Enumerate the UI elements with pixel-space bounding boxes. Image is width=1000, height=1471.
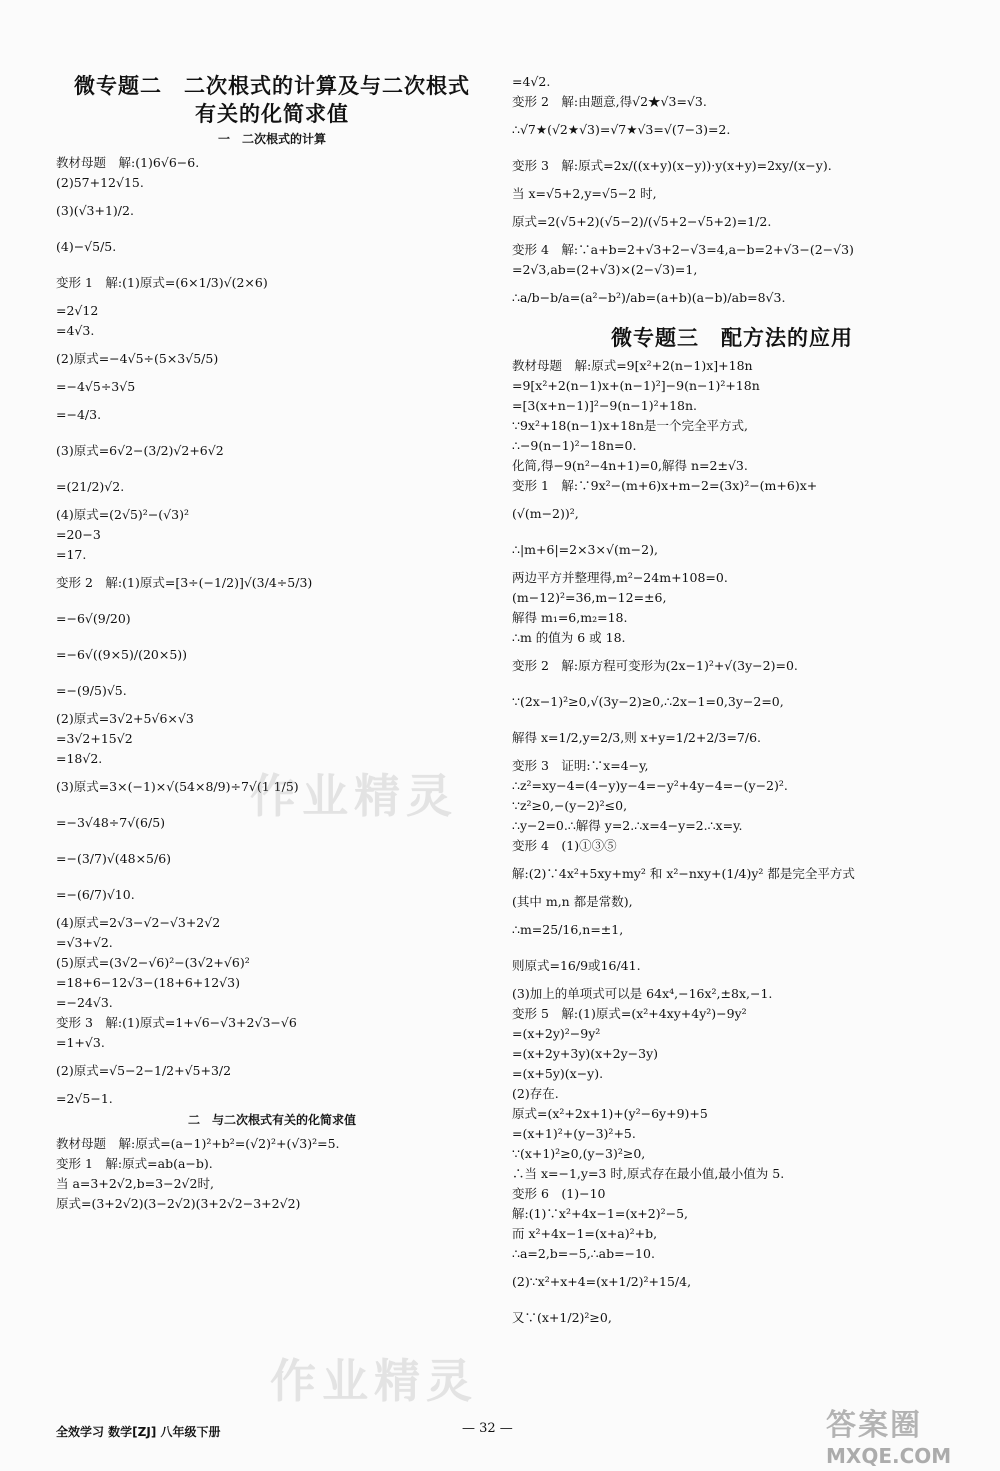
solution-line: 变形 4 (1)①③⑤: [512, 838, 617, 853]
solution-line: 而 x²+4x−1=(x+a)²+b,: [512, 1226, 658, 1241]
solution-line: =−(6/7)√10.: [56, 887, 135, 902]
solution-line: 解得 x=1/2,y=2/3,则 x+y=1/2+2/3=7/6.: [512, 730, 762, 745]
solution-line: =(x+5y)(x−y).: [512, 1066, 604, 1081]
solution-line: ∴m 的值为 6 或 18.: [512, 630, 626, 645]
solution-line: =4√3.: [56, 323, 95, 338]
logo-site: MXQE.COM: [826, 1444, 952, 1468]
watermark-text: 作业精灵: [270, 1354, 478, 1408]
solution-line: 又∵(x+1/2)²≥0,: [512, 1310, 612, 1325]
solution-line: =2√3,ab=(2+√3)×(2−√3)=1,: [512, 262, 698, 277]
solution-line: ∴y−2=0.∴解得 y=2.∴x=4−y=2.∴x=y.: [512, 818, 743, 833]
solution-line: (其中 m,n 都是常数),: [512, 894, 633, 909]
left-block-a: [56, 153, 488, 1109]
solution-line: =−(9/5)√5.: [56, 683, 127, 698]
solution-line: (2)原式=3√2+5√6×√3: [56, 711, 194, 726]
solution-line: (4)原式=(2√5)²−(√3)²: [56, 507, 189, 522]
site-logo: [826, 1400, 976, 1468]
solution-line: =(x+2y+3y)(x+2y−3y): [512, 1046, 659, 1061]
solution-line: ∴当 x=−1,y=3 时,原式存在最小值,最小值为 5.: [512, 1166, 785, 1181]
solution-line: =4√2.: [512, 74, 551, 89]
solution-line: 教材母题 解:(1)6√6−6.: [56, 155, 200, 170]
solution-line: =2√5−1.: [56, 1091, 113, 1106]
solution-line: (4)−√5/5.: [56, 239, 117, 254]
solution-line: 教材母题 解:原式=(a−1)²+b²=(√2)²+(√3)²=5.: [56, 1136, 340, 1151]
solution-line: ∵9x²+18(n−1)x+18n是一个完全平方式,: [512, 418, 749, 433]
solution-line: =2√12: [56, 303, 99, 318]
solution-line: 变形 2 解:原方程可变形为(2x−1)²+√(3y−2)=0.: [512, 658, 798, 673]
solution-line: =3√2+15√2: [56, 731, 133, 746]
solution-line: =−(3/7)√(48×5/6): [56, 851, 172, 866]
solution-line: =9[x²+2(n−1)x+(n−1)²]−9(n−1)²+18n: [512, 378, 760, 393]
logo-mark: 答案圈: [826, 1408, 922, 1443]
solution-line: 原式=2(√5+2)(√5−2)/(√5+2−√5+2)=1/2.: [512, 214, 772, 229]
solution-line: =20−3: [56, 527, 101, 542]
right-column: [512, 72, 952, 1336]
solution-line: 变形 4 解:∵a+b=2+√3+2−√3=4,a−b=2+√3−(2−√3): [512, 242, 854, 257]
left-block-b: [56, 1134, 488, 1214]
solution-line: 解:(2)∵4x²+5xy+my² 和 x²−nxy+(1/4)y² 都是完全平方式: [512, 866, 855, 881]
solution-line: (4)原式=2√3−√2−√3+2√2: [56, 915, 221, 930]
subhead-calculation: 一 二次根式的计算: [217, 132, 326, 146]
solution-line: (3)原式=3×(−1)×√(54×8/9)÷7√(1 1/5): [56, 779, 299, 794]
solution-line: 则原式=16/9或16/41.: [512, 958, 641, 973]
solution-line: 当 a=3+2√2,b=3−2√2时,: [56, 1176, 214, 1191]
solution-line: =1+√3.: [56, 1035, 105, 1050]
solution-line: =17.: [56, 547, 87, 562]
section-title-2: [56, 72, 488, 128]
solution-line: ∵z²≥0,−(y−2)²≤0,: [512, 798, 628, 813]
right-block-a: [512, 72, 952, 316]
solution-line: 解:(1)∵x²+4x−1=(x+2)²−5,: [512, 1206, 688, 1221]
solution-line: ∵(2x−1)²≥0,√(3y−2)≥0,∴2x−1=0,3y−2=0,: [512, 694, 784, 709]
solution-line: 变形 3 证明:∵x=4−y,: [512, 758, 649, 773]
solution-line: (m−12)²=36,m−12=±6,: [512, 590, 667, 605]
solution-line: =(x+2y)²−9y²: [512, 1026, 601, 1041]
solution-line: =(x+1)²+(y−3)²+5.: [512, 1126, 636, 1141]
solution-line: 变形 2 解:由题意,得√2★√3=√3.: [512, 94, 707, 109]
title-line-2: 有关的化简求值: [195, 102, 349, 126]
watermark-text: 作业精灵: [250, 769, 458, 823]
solution-line: 变形 1 解:(1)原式=(6×1/3)√(2×6): [56, 275, 268, 290]
solution-line: (2)存在.: [512, 1086, 559, 1101]
solution-line: (2)原式=−4√5÷(5×3√5/5): [56, 351, 219, 366]
solution-line: 变形 1 解:∵9x²−(m+6)x+m−2=(3x)²−(m+6)x+: [512, 478, 818, 493]
solution-line: ∴−9(n−1)²−18n=0.: [512, 438, 637, 453]
solution-line: =−3√48÷7√(6/5): [56, 815, 166, 830]
solution-line: =18+6−12√3−(18+6+12√3): [56, 975, 240, 990]
solution-line: 原式=(x²+2x+1)+(y²−6y+9)+5: [512, 1106, 708, 1121]
solution-line: =−4/3.: [56, 407, 102, 422]
solution-line: 变形 6 (1)−10: [512, 1186, 606, 1201]
solution-line: ∵(x+1)²≥0,(y−3)²≥0,: [512, 1146, 646, 1161]
solution-line: 变形 2 解:(1)原式=[3÷(−1/2)]√(3/4÷5/3): [56, 575, 313, 590]
solution-line: (5)原式=(3√2−√6)²−(3√2+√6)²: [56, 955, 250, 970]
solution-line: ∴m=25/16,n=±1,: [512, 922, 624, 937]
subhead-simplify: 二 与二次根式有关的化简求值: [187, 1113, 356, 1127]
solution-line: (3)原式=6√2−(3/2)√2+6√2: [56, 443, 224, 458]
solution-line: =√3+√2.: [56, 935, 113, 950]
solution-line: =−4√5÷3√5: [56, 379, 136, 394]
right-block-b: [512, 356, 952, 1336]
page-number: — 32 —: [462, 1421, 513, 1436]
solution-line: 解得 m₁=6,m₂=18.: [512, 610, 628, 625]
solution-line: 化简,得−9(n²−4n+1)=0,解得 n=2±√3.: [512, 458, 748, 473]
section-title-3: 微专题三 配方法的应用: [611, 326, 853, 350]
footer-book-title: 全效学习 数学[ZJ] 八年级下册: [56, 1425, 221, 1439]
solution-line: (3)(√3+1)/2.: [56, 203, 134, 218]
solution-line: =[3(x+n−1)]²−9(n−1)²+18n.: [512, 398, 698, 413]
solution-line: =−6√(9/20): [56, 611, 131, 626]
solution-line: =18√2.: [56, 751, 103, 766]
solution-line: =(21/2)√2.: [56, 479, 125, 494]
solution-line: 教材母题 解:原式=9[x²+2(n−1)x]+18n: [512, 358, 753, 373]
solution-line: ∴a/b−b/a=(a²−b²)/ab=(a+b)(a−b)/ab=8√3.: [512, 290, 786, 305]
solution-line: ∴z²=xy−4=(4−y)y−4=−y²+4y−4=−(y−2)².: [512, 778, 788, 793]
solution-line: 两边平方并整理得,m²−24m+108=0.: [512, 570, 728, 585]
solution-line: 变形 5 解:(1)原式=(x²+4xy+4y²)−9y²: [512, 1006, 747, 1021]
solution-line: 原式=(3+2√2)(3−2√2)(3+2√2−3+2√2): [56, 1196, 301, 1211]
solution-line: ∴√7★(√2★√3)=√7★√3=√(7−3)=2.: [512, 122, 731, 137]
solution-line: (2)原式=√5−2−1/2+√5+3/2: [56, 1063, 232, 1078]
solution-line: 变形 1 解:原式=ab(a−b).: [56, 1156, 213, 1171]
solution-line: 变形 3 解:原式=2x/((x+y)(x−y))·y(x+y)=2xy/(x−y).: [512, 158, 832, 173]
title-line-1: 微专题二 二次根式的计算及与二次根式: [74, 74, 470, 98]
solution-line: (3)加上的单项式可以是 64x⁴,−16x²,±8x,−1.: [512, 986, 773, 1001]
solution-line: ∴|m+6|=2×3×√(m−2),: [512, 542, 658, 557]
solution-line: 当 x=√5+2,y=√5−2 时,: [512, 186, 657, 201]
solution-line: (√(m−2))²,: [512, 506, 579, 521]
solution-line: =−6√((9×5)/(20×5)): [56, 647, 188, 662]
solution-line: (2)∵x²+x+4=(x+1/2)²+15/4,: [512, 1274, 692, 1289]
left-column: [56, 72, 488, 1214]
solution-line: ∴a=2,b=−5,∴ab=−10.: [512, 1246, 655, 1261]
solution-line: 变形 3 解:(1)原式=1+√6−√3+2√3−√6: [56, 1015, 297, 1030]
solution-line: =−24√3.: [56, 995, 113, 1010]
solution-line: (2)57+12√15.: [56, 175, 144, 190]
